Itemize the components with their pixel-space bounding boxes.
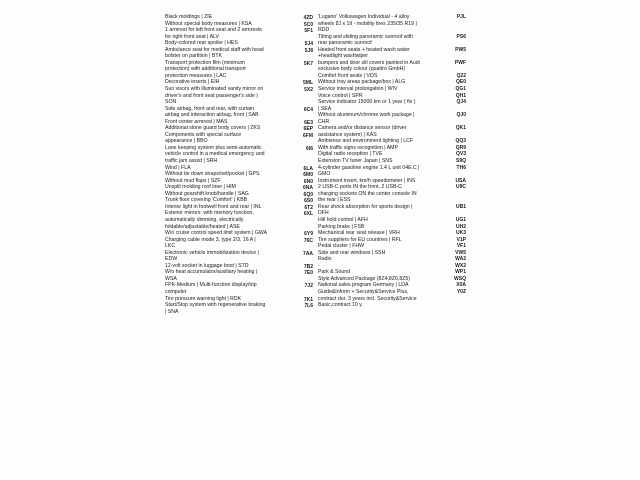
option-description: Guide&Inform + Security&Service Plus, contract dur. 3 years incl. Security&Service Basic,contract 10 y. bbox=[318, 288, 417, 309]
option-code: 76C bbox=[303, 237, 313, 244]
option-code: WP1 bbox=[455, 269, 466, 276]
option-code: PW5 bbox=[455, 46, 466, 53]
option-description: Parking brake | FSB bbox=[318, 223, 365, 230]
option-row bbox=[165, 210, 315, 230]
option-description: W/o cruise control speed limit system | GWA bbox=[165, 230, 268, 237]
option-code: QQ3 bbox=[455, 138, 466, 145]
option-code: 6EP bbox=[303, 126, 313, 133]
option-code: QG1 bbox=[455, 86, 466, 93]
option-row bbox=[318, 60, 468, 73]
option-description: Without mud flaps | SZF bbox=[165, 177, 221, 184]
option-code: 7K1 bbox=[303, 296, 313, 303]
option-code: 6T2 bbox=[304, 204, 313, 211]
option-row bbox=[318, 184, 468, 204]
option-code: QR9 bbox=[455, 144, 466, 151]
option-description: FPK-Medium | Multi-function display/trip computer bbox=[165, 282, 257, 295]
option-description: Heated front seats + heated wash water +headlight washwiper bbox=[318, 46, 410, 60]
option-code: QE0 bbox=[455, 79, 466, 86]
option-code: 6I6 bbox=[306, 145, 313, 152]
option-row bbox=[318, 289, 468, 309]
option-code: 5J8 bbox=[304, 47, 313, 54]
option-code: U9C bbox=[455, 184, 466, 191]
option-description: bumpers and door sill covers painted in Audi exclusive body colour (quattro GmbH) bbox=[318, 59, 420, 73]
option-code: 6XL bbox=[303, 211, 313, 218]
option-description: Without tray areas package/box | ALG bbox=[318, 79, 406, 86]
option-description: Body-colored rear spoiler | HES bbox=[165, 40, 238, 47]
option-code: UH2 bbox=[455, 223, 466, 230]
option-code: 6Q0 bbox=[303, 191, 313, 198]
option-code: 7E0 bbox=[304, 270, 313, 277]
option-code: PWF bbox=[454, 59, 466, 66]
option-description: Start/Stop system with regenerative braking | SNA bbox=[165, 302, 266, 315]
option-code: VF1 bbox=[456, 243, 466, 250]
option-row bbox=[165, 237, 315, 250]
option-code: TH6 bbox=[456, 164, 466, 171]
option-description: Interior light in footwell front and rear | INL bbox=[165, 203, 262, 210]
option-code: UK3 bbox=[455, 230, 466, 237]
option-description: Tire suppliers for EU countries | RFL bbox=[318, 236, 402, 243]
option-code: QH1 bbox=[455, 92, 466, 99]
option-description: Radio bbox=[318, 256, 332, 263]
option-code: S9Q bbox=[455, 158, 466, 165]
option-code: 5K7 bbox=[303, 60, 313, 67]
option-description: 1 armrest for left front seat and 2 armrests for right front seat | ALV bbox=[165, 27, 262, 40]
option-row bbox=[165, 250, 315, 263]
option-code: 4ZD bbox=[303, 15, 313, 21]
option-description: Rear shock absorption for sports design | DFH bbox=[318, 203, 413, 217]
option-code: 6Y9 bbox=[304, 231, 313, 238]
option-code: 6E3 bbox=[304, 119, 313, 126]
option-code: PJL bbox=[456, 14, 466, 20]
option-description: National sales program Germany | LDA bbox=[318, 282, 409, 289]
option-row bbox=[165, 47, 315, 60]
option-code: WX2 bbox=[455, 262, 466, 269]
option-row bbox=[165, 145, 315, 165]
option-description: Voice control | SPR bbox=[318, 92, 363, 99]
option-description: 2 USB-C ports IN the front, 2 USB-C charging sockets ON the center console IN the rear | ESS bbox=[318, 184, 417, 204]
option-description: 'Lugano' Volkswagen Individual - 4 alloy wheels 8J x 19 - mobility tires 235/35 R19 | RDD bbox=[318, 14, 417, 34]
option-description: Hill hold control | AFH bbox=[318, 216, 368, 223]
option-code: 7B2 bbox=[303, 263, 313, 270]
option-description: Sun visors with illuminated vanity mirror on driver's and front seat passenger's side | SON bbox=[165, 86, 264, 106]
option-row bbox=[165, 60, 315, 80]
option-description: Comfort front seats | VOS bbox=[318, 72, 378, 79]
option-row bbox=[318, 112, 468, 125]
option-description: Mechanical rear seat release | VRH bbox=[318, 230, 400, 237]
option-code: 5ML bbox=[303, 80, 313, 87]
option-description: Charging cable mode 3, type 2/3, 16 A | LKC bbox=[165, 236, 256, 250]
option-description: Service indicator 15000 km or 1 year ( fix ) | SEA bbox=[318, 99, 416, 112]
option-description: Without aluminum/chrome work package | CHR bbox=[318, 112, 415, 125]
option-description: Park & Sound bbox=[318, 269, 351, 276]
option-code: VW5 bbox=[455, 249, 466, 256]
options-list-left bbox=[165, 14, 315, 315]
option-code: V1P bbox=[456, 236, 466, 243]
option-description: Unsplit molding roof liner | HIM bbox=[165, 184, 236, 191]
option-description: Tilting and sliding panoramic sunroof with rear panoramic sunroof bbox=[318, 33, 413, 47]
option-row bbox=[165, 302, 315, 315]
option-row bbox=[318, 14, 468, 34]
option-description: Pedal cluster | FHW bbox=[318, 243, 365, 250]
option-code: 6N0 bbox=[303, 178, 313, 185]
option-code: Q22 bbox=[456, 72, 466, 79]
option-row bbox=[165, 106, 315, 119]
option-description: W/o heat accumulator/auxiliary heating | WSA bbox=[165, 269, 258, 282]
option-description: Extension TV tuner Japan | SNS bbox=[318, 158, 393, 165]
option-row bbox=[318, 99, 468, 112]
option-code: 7L6 bbox=[304, 303, 313, 310]
option-row bbox=[165, 282, 315, 295]
option-code: 6FM bbox=[303, 132, 313, 139]
option-description: 12-volt socket in luggage boot | STD bbox=[165, 262, 249, 269]
option-code: Y0Z bbox=[456, 288, 466, 295]
option-description: Tire pressure warning light | RDK bbox=[165, 295, 242, 302]
option-row bbox=[165, 269, 315, 282]
option-code: 5F1 bbox=[304, 28, 313, 35]
option-description: Black moldings | ZIE bbox=[165, 14, 213, 20]
option-description: With traffic signs recognition | AMP bbox=[318, 144, 398, 151]
option-description: Additional stone guard body covers | ZKS bbox=[165, 125, 261, 132]
option-code: 7AA bbox=[302, 250, 313, 257]
option-code: USA bbox=[455, 177, 466, 184]
option-code: 6M0 bbox=[303, 172, 313, 179]
option-description: Without gearshift knob/handle | SAG bbox=[165, 190, 249, 197]
option-code: 5J4 bbox=[304, 41, 313, 48]
option-description: Front center armrest | MAS bbox=[165, 118, 228, 125]
option-description: Style Advanced Package (8Z4,8Z6,8Z5) bbox=[318, 275, 410, 282]
option-row bbox=[165, 132, 315, 145]
option-row bbox=[318, 34, 468, 47]
option-code: WSQ bbox=[454, 275, 466, 282]
option-description: Transport protection film (minimum protection) with additional transport protection measures | LAC bbox=[165, 59, 246, 79]
option-description: Side and rear windows | SSH bbox=[318, 249, 386, 256]
option-description: Digital radio reception | TVE bbox=[318, 151, 383, 158]
option-code: UB1 bbox=[455, 203, 466, 210]
option-description: Ambulance seat for medical staff with head bolster on partition | BTK bbox=[165, 46, 264, 60]
option-description: Exterior mirrors: with memory function, automatically dimming, electrically foldable/adjustable/heated | ASE bbox=[165, 210, 254, 230]
option-row bbox=[318, 204, 468, 217]
option-code: 6C4 bbox=[303, 106, 313, 113]
option-description: Components with special surface appearance | BBO bbox=[165, 131, 242, 145]
option-row bbox=[318, 125, 468, 138]
option-description: Trunk floor covering 'Comfort' | KBB bbox=[165, 197, 248, 204]
option-row bbox=[318, 47, 468, 60]
option-description: Instrument insert, km/h speedometer | INS bbox=[318, 177, 416, 184]
option-code: WA2 bbox=[455, 256, 466, 263]
option-code: 5X2 bbox=[304, 87, 313, 94]
option-row bbox=[165, 27, 315, 40]
option-row bbox=[318, 165, 468, 178]
option-description: Ambience and environment lighting | LCF bbox=[318, 138, 414, 145]
option-code: PS6 bbox=[456, 33, 466, 40]
option-code: 6S0 bbox=[304, 198, 313, 205]
option-description: Camera and/or distance sensor (driver assistance system) | KAS bbox=[318, 125, 407, 138]
option-description: Electronic vehicle immobilization device | EDW bbox=[165, 249, 259, 263]
option-description: Decorative inserts | EIH bbox=[165, 79, 220, 86]
option-code: UG1 bbox=[455, 216, 466, 223]
option-description: - bbox=[318, 262, 320, 269]
option-code: 5C0 bbox=[303, 21, 313, 28]
option-description: Service interval prolongation | WIV bbox=[318, 86, 398, 93]
option-description: Lane keeping system plus semi-automatic vehicle control in a medical emergency and traffic jam assist | SRH bbox=[165, 144, 265, 165]
option-code: QK1 bbox=[455, 125, 466, 132]
option-code: 7J2 bbox=[304, 283, 313, 290]
option-code: X0A bbox=[456, 282, 466, 289]
option-description: Without special body measures | KSA bbox=[165, 20, 252, 27]
option-code: QV3 bbox=[455, 151, 466, 158]
options-list-right bbox=[318, 14, 468, 309]
option-description: Wind | FLA bbox=[165, 164, 191, 171]
option-description: 4-cylinder gasoline engine 1.4 L unit 04E.C | GMO bbox=[318, 164, 420, 178]
option-description: Without tie down straps/net/pocket | GPS bbox=[165, 171, 260, 178]
option-code: QJ0 bbox=[456, 112, 466, 119]
option-code: QJ4 bbox=[456, 99, 466, 106]
option-description: Side airbag, front and rear, with curtain airbag and interaction airbag, front | SAB bbox=[165, 105, 259, 119]
option-code: 6LA bbox=[303, 165, 313, 172]
option-code: 6NA bbox=[302, 185, 313, 192]
option-row bbox=[165, 86, 315, 106]
